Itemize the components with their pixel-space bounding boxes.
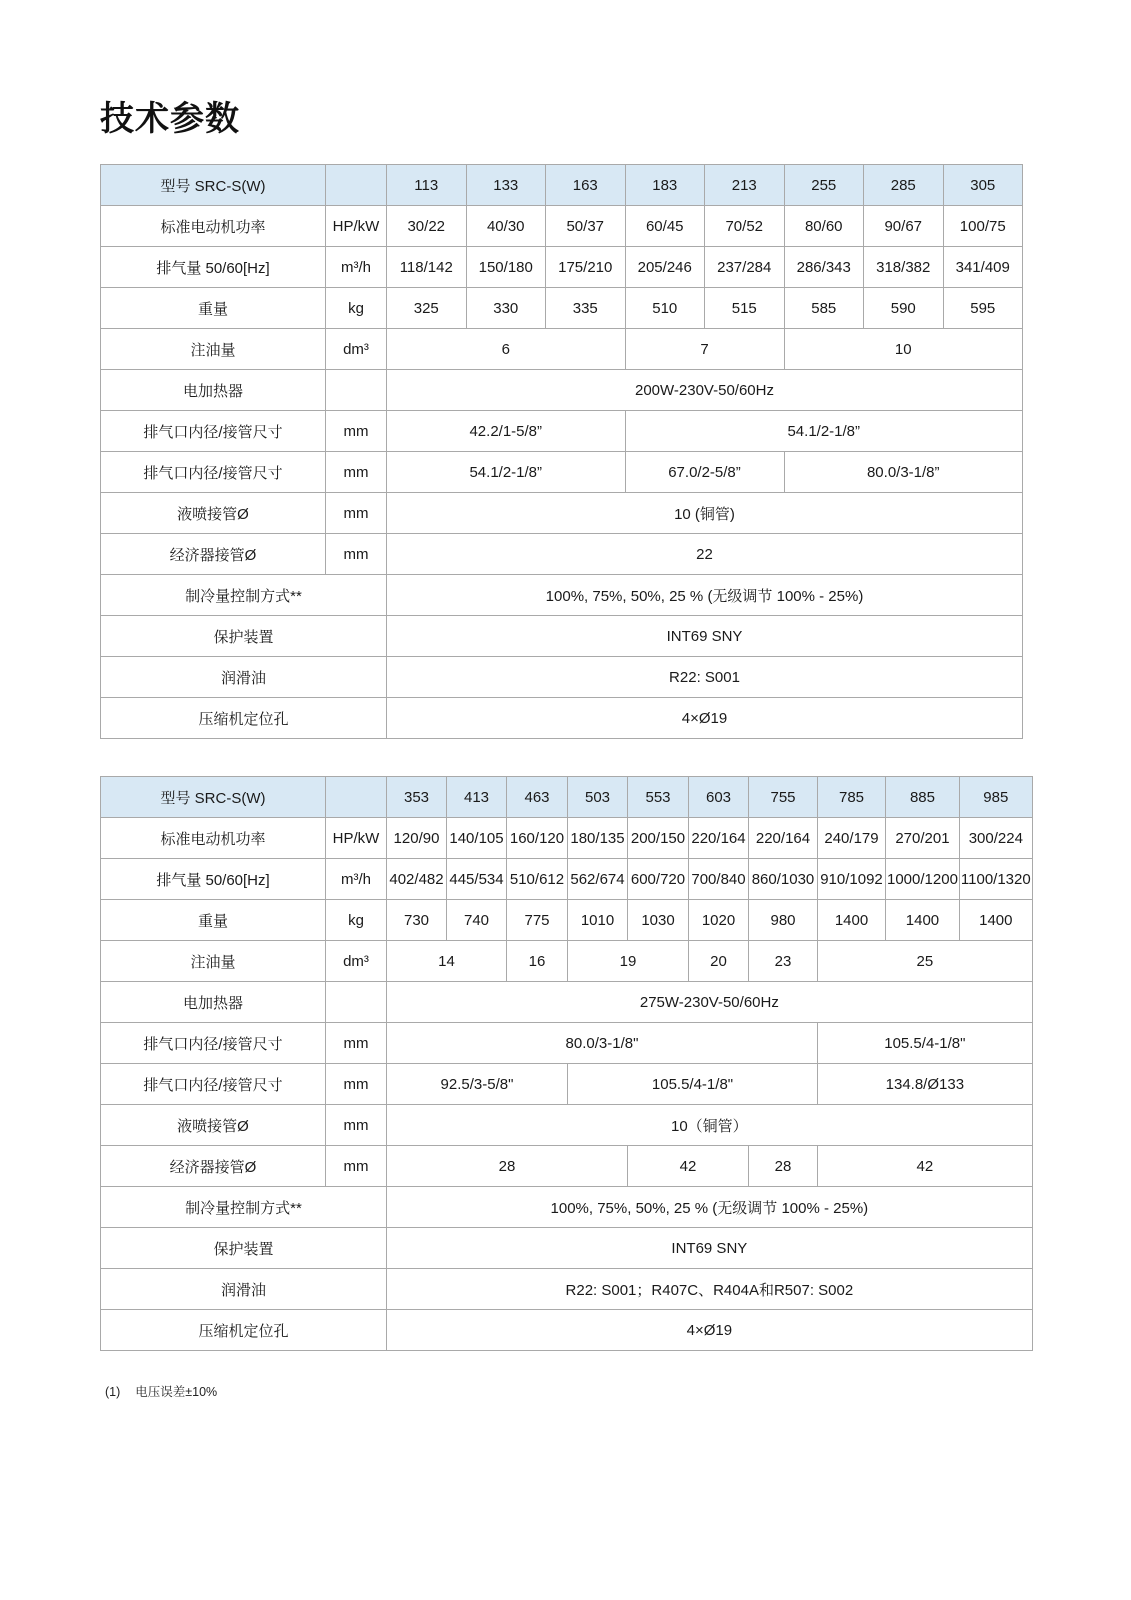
value-cell: 1000/1200 [886, 859, 960, 900]
value-cell: 4×Ø19 [387, 698, 1023, 739]
value-cell: 341/409 [943, 247, 1023, 288]
value-cell: 10 (铜管) [387, 493, 1023, 534]
table-header-label: 型号 SRC-S(W) [101, 777, 326, 818]
table-row [101, 370, 1023, 411]
table-row [101, 247, 1023, 288]
value-cell: 980 [749, 900, 818, 941]
row-label: 标准电动机功率 [101, 818, 326, 859]
table-header-unit-cell [326, 777, 387, 818]
row-label: 电加热器 [101, 370, 326, 411]
value-cell: INT69 SNY [387, 616, 1023, 657]
row-label: 排气口内径/接管尺寸 [101, 1064, 326, 1105]
table-row [101, 534, 1023, 575]
value-cell: 515 [705, 288, 785, 329]
unit-cell: m³/h [326, 247, 387, 288]
row-label: 经济器接管Ø [101, 534, 326, 575]
value-cell: 42 [628, 1146, 749, 1187]
value-cell: 510 [625, 288, 705, 329]
row-label: 保护装置 [101, 616, 387, 657]
value-cell: 14 [387, 941, 507, 982]
unit-cell [326, 982, 387, 1023]
value-cell: 19 [568, 941, 689, 982]
row-label: 重量 [101, 288, 326, 329]
row-label: 排气口内径/接管尺寸 [101, 1023, 326, 1064]
value-cell: 134.8/Ø133 [818, 1064, 1033, 1105]
table-row [101, 1023, 1033, 1064]
value-cell: 30/22 [387, 206, 467, 247]
row-label: 液喷接管Ø [101, 493, 326, 534]
unit-cell: dm³ [326, 329, 387, 370]
value-cell: 445/534 [447, 859, 507, 900]
spec-table-large-models [100, 776, 1033, 1351]
value-cell: 1020 [689, 900, 749, 941]
unit-cell: mm [326, 534, 387, 575]
value-cell: 335 [546, 288, 626, 329]
row-label: 电加热器 [101, 982, 326, 1023]
value-cell: 92.5/3-5/8" [387, 1064, 568, 1105]
model-header-cell: 113 [387, 165, 467, 206]
value-cell: 510/612 [507, 859, 568, 900]
value-cell: 4×Ø19 [387, 1310, 1033, 1351]
model-header-cell: 885 [886, 777, 960, 818]
value-cell: 1400 [959, 900, 1032, 941]
unit-cell: mm [326, 411, 387, 452]
value-cell: 23 [749, 941, 818, 982]
value-cell: 118/142 [387, 247, 467, 288]
value-cell: 402/482 [387, 859, 447, 900]
value-cell: 28 [387, 1146, 628, 1187]
value-cell: 300/224 [959, 818, 1032, 859]
value-cell: 6 [387, 329, 626, 370]
table-row [101, 575, 1023, 616]
model-header-cell: 463 [507, 777, 568, 818]
value-cell: 240/179 [818, 818, 886, 859]
value-cell: 22 [387, 534, 1023, 575]
unit-cell: HP/kW [326, 206, 387, 247]
model-header-cell: 755 [749, 777, 818, 818]
value-cell: 120/90 [387, 818, 447, 859]
value-cell: 200/150 [628, 818, 689, 859]
model-header-cell: 285 [864, 165, 944, 206]
model-header-cell: 985 [959, 777, 1032, 818]
value-cell: 67.0/2-5/8” [625, 452, 784, 493]
value-cell: 10（铜管） [387, 1105, 1033, 1146]
row-label: 排气量 50/60[Hz] [101, 247, 326, 288]
value-cell: R22: S001；R407C、R404A和R507: S002 [387, 1269, 1033, 1310]
value-cell: 910/1092 [818, 859, 886, 900]
value-cell: 100%, 75%, 50%, 25 % (无级调节 100% - 25%) [387, 1187, 1033, 1228]
value-cell: 150/180 [466, 247, 546, 288]
unit-cell: mm [326, 1146, 387, 1187]
value-cell: 140/105 [447, 818, 507, 859]
row-label: 注油量 [101, 941, 326, 982]
table-row [101, 657, 1023, 698]
value-cell: 54.1/2-1/8” [625, 411, 1023, 452]
table-row [101, 493, 1023, 534]
model-header-cell: 353 [387, 777, 447, 818]
row-label: 排气口内径/接管尺寸 [101, 452, 326, 493]
value-cell: 1400 [818, 900, 886, 941]
row-label: 压缩机定位孔 [101, 698, 387, 739]
row-label: 润滑油 [101, 1269, 387, 1310]
unit-cell: mm [326, 1064, 387, 1105]
table-row [101, 1228, 1033, 1269]
value-cell: 25 [818, 941, 1033, 982]
model-header-cell: 785 [818, 777, 886, 818]
unit-cell: HP/kW [326, 818, 387, 859]
table-header-label: 型号 SRC-S(W) [101, 165, 326, 206]
unit-cell: m³/h [326, 859, 387, 900]
value-cell: 330 [466, 288, 546, 329]
value-cell: 54.1/2-1/8” [387, 452, 626, 493]
value-cell: 50/37 [546, 206, 626, 247]
table-row [101, 288, 1023, 329]
unit-cell: mm [326, 1105, 387, 1146]
table-row [101, 1146, 1033, 1187]
value-cell: 286/343 [784, 247, 864, 288]
table-row [101, 1105, 1033, 1146]
spec-table-small-models [100, 164, 1023, 739]
value-cell: 100%, 75%, 50%, 25 % (无级调节 100% - 25%) [387, 575, 1023, 616]
row-label: 保护装置 [101, 1228, 387, 1269]
table-header-row [101, 165, 1023, 206]
value-cell: 80/60 [784, 206, 864, 247]
table-row [101, 818, 1033, 859]
table-row [101, 900, 1033, 941]
value-cell: 590 [864, 288, 944, 329]
table-row [101, 1187, 1033, 1228]
value-cell: 80.0/3-1/8" [387, 1023, 818, 1064]
row-label: 制冷量控制方式** [101, 1187, 387, 1228]
value-cell: 105.5/4-1/8" [568, 1064, 818, 1105]
value-cell: 16 [507, 941, 568, 982]
value-cell: 42.2/1-5/8” [387, 411, 626, 452]
model-header-cell: 255 [784, 165, 864, 206]
table-row [101, 1310, 1033, 1351]
model-header-cell: 413 [447, 777, 507, 818]
row-label: 注油量 [101, 329, 326, 370]
table-header-unit-cell [326, 165, 387, 206]
unit-cell: mm [326, 1023, 387, 1064]
table-row [101, 698, 1023, 739]
value-cell: 105.5/4-1/8" [818, 1023, 1033, 1064]
model-header-cell: 553 [628, 777, 689, 818]
model-header-cell: 183 [625, 165, 705, 206]
row-label: 标准电动机功率 [101, 206, 326, 247]
value-cell: 175/210 [546, 247, 626, 288]
value-cell: 775 [507, 900, 568, 941]
value-cell: 700/840 [689, 859, 749, 900]
model-header-cell: 133 [466, 165, 546, 206]
unit-cell: dm³ [326, 941, 387, 982]
value-cell: 325 [387, 288, 467, 329]
table-row [101, 206, 1023, 247]
value-cell: 595 [943, 288, 1023, 329]
value-cell: 200W-230V-50/60Hz [387, 370, 1023, 411]
table-row [101, 859, 1033, 900]
value-cell: R22: S001 [387, 657, 1023, 698]
value-cell: 60/45 [625, 206, 705, 247]
unit-cell [326, 370, 387, 411]
table-row [101, 452, 1023, 493]
table-row [101, 941, 1033, 982]
value-cell: 42 [818, 1146, 1033, 1187]
value-cell: 275W-230V-50/60Hz [387, 982, 1033, 1023]
row-label: 重量 [101, 900, 326, 941]
value-cell: 1030 [628, 900, 689, 941]
table-row [101, 411, 1023, 452]
table-row [101, 1064, 1033, 1105]
value-cell: 740 [447, 900, 507, 941]
row-label: 液喷接管Ø [101, 1105, 326, 1146]
table-row [101, 329, 1023, 370]
model-header-cell: 503 [568, 777, 628, 818]
footnote-marker: (1) [105, 1385, 121, 1399]
unit-cell: kg [326, 900, 387, 941]
unit-cell: mm [326, 493, 387, 534]
value-cell: 585 [784, 288, 864, 329]
value-cell: 205/246 [625, 247, 705, 288]
table-row [101, 616, 1023, 657]
value-cell: 160/120 [507, 818, 568, 859]
row-label: 润滑油 [101, 657, 387, 698]
row-label: 经济器接管Ø [101, 1146, 326, 1187]
value-cell: 270/201 [886, 818, 960, 859]
value-cell: 318/382 [864, 247, 944, 288]
value-cell: 1100/1320 [959, 859, 1032, 900]
value-cell: 562/674 [568, 859, 628, 900]
table-header-row [101, 777, 1033, 818]
value-cell: 10 [784, 329, 1023, 370]
model-header-cell: 163 [546, 165, 626, 206]
value-cell: 1010 [568, 900, 628, 941]
unit-cell: kg [326, 288, 387, 329]
row-label: 排气量 50/60[Hz] [101, 859, 326, 900]
row-label: 排气口内径/接管尺寸 [101, 411, 326, 452]
value-cell: 220/164 [749, 818, 818, 859]
value-cell: 90/67 [864, 206, 944, 247]
row-label: 制冷量控制方式** [101, 575, 387, 616]
footnote-text: 电压误差±10% [135, 1385, 218, 1399]
value-cell: 730 [387, 900, 447, 941]
value-cell: 20 [689, 941, 749, 982]
row-label: 压缩机定位孔 [101, 1310, 387, 1351]
value-cell: 70/52 [705, 206, 785, 247]
value-cell: INT69 SNY [387, 1228, 1033, 1269]
page-title: 技术参数 [100, 100, 240, 138]
value-cell: 28 [749, 1146, 818, 1187]
unit-cell: mm [326, 452, 387, 493]
value-cell: 180/135 [568, 818, 628, 859]
model-header-cell: 305 [943, 165, 1023, 206]
value-cell: 100/75 [943, 206, 1023, 247]
model-header-cell: 603 [689, 777, 749, 818]
value-cell: 1400 [886, 900, 960, 941]
value-cell: 600/720 [628, 859, 689, 900]
value-cell: 237/284 [705, 247, 785, 288]
value-cell: 40/30 [466, 206, 546, 247]
footnote [105, 1382, 1131, 1400]
value-cell: 7 [625, 329, 784, 370]
value-cell: 80.0/3-1/8” [784, 452, 1023, 493]
table-row [101, 982, 1033, 1023]
model-header-cell: 213 [705, 165, 785, 206]
value-cell: 860/1030 [749, 859, 818, 900]
table-row [101, 1269, 1033, 1310]
value-cell: 220/164 [689, 818, 749, 859]
